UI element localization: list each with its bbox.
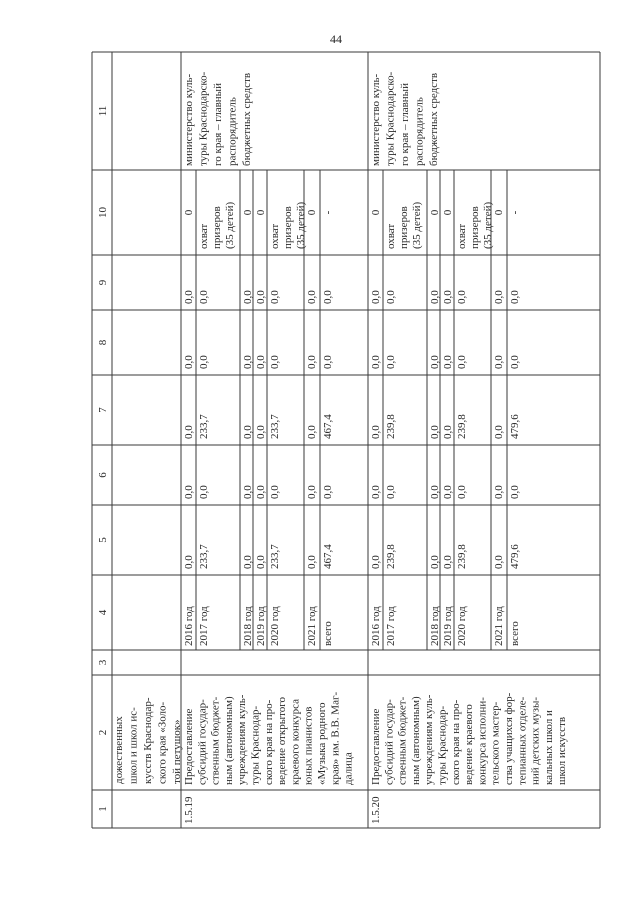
table-cells: [97, 71, 568, 824]
row-name-line: ского края на про-: [262, 699, 275, 785]
value-cell-9: 0,0: [442, 290, 454, 304]
row-executor-line: бюджетных средств: [428, 72, 440, 166]
continuation-line: ского края «Золо-: [156, 701, 169, 784]
row-name-line: ственным бюджет-: [209, 696, 222, 785]
header-cell-4: 4: [97, 609, 109, 616]
value-cell-6: 0,0: [242, 485, 254, 499]
row-name-line: ского края на про-: [449, 699, 462, 785]
value-cell-8: 0,0: [442, 355, 454, 369]
row-number: 1.5.20: [370, 796, 382, 824]
value-cell-7: 233,7: [269, 414, 281, 439]
year-cell: всего: [509, 621, 521, 646]
value-cell-7: 0,0: [306, 425, 318, 439]
year-cell: всего: [322, 621, 334, 646]
value-cell-5: 239,8: [456, 544, 468, 569]
value-cell-7: 0,0: [429, 425, 441, 439]
row-name-line: школ искусств: [556, 716, 569, 785]
result-cell: призеров: [282, 206, 294, 249]
row-name-line: Предоставление: [183, 708, 195, 785]
value-cell-6: 0,0: [183, 485, 195, 499]
year-cell: 2019 год: [442, 606, 454, 646]
value-cell-5: 479,6: [509, 544, 521, 569]
row-name-line: ным (автономным): [409, 696, 422, 785]
value-cell-9: 0,0: [269, 290, 281, 304]
value-cell-8: 0,0: [429, 355, 441, 369]
result-cell: -: [509, 210, 521, 215]
value-cell-7: 239,8: [385, 414, 397, 439]
year-cell: 2016 год: [370, 606, 382, 646]
header-cell-8: 8: [97, 339, 109, 346]
value-cell-8: 0,0: [269, 355, 281, 369]
value-cell-9: 0,0: [255, 290, 267, 304]
result-cell: призеров: [211, 206, 223, 249]
year-cell: 2017 год: [385, 606, 397, 646]
row-name-line: тепианных отделе-: [516, 696, 529, 785]
row-name-line: далица: [342, 752, 355, 785]
value-cell-9: 0,0: [509, 290, 521, 304]
row-name-line: ний детских музы-: [529, 696, 542, 785]
row-name-line: конкурса исполни-: [476, 697, 489, 785]
result-cell: (35 детей): [224, 201, 236, 249]
value-cell-7: 233,7: [198, 414, 210, 439]
value-cell-5: 233,7: [269, 544, 281, 569]
row-name-line: краевого конкурса: [289, 699, 302, 785]
value-cell-9: 0,0: [198, 290, 210, 304]
row-executor-line: бюджетных средств: [241, 72, 253, 166]
value-cell-5: 0,0: [493, 555, 505, 569]
row-name-line: туры Краснодар-: [249, 705, 262, 785]
year-cell: 2016 год: [183, 606, 195, 646]
result-cell: -: [322, 210, 334, 215]
row-number: 1.5.19: [183, 796, 195, 824]
value-cell-6: 0,0: [322, 485, 334, 499]
result-cell: 0: [493, 209, 505, 216]
result-cell: 0: [442, 209, 454, 216]
value-cell-6: 0,0: [509, 485, 521, 499]
result-cell: 0: [370, 209, 382, 216]
value-cell-6: 0,0: [442, 485, 454, 499]
row-name-line: «Музыка родного: [316, 702, 328, 785]
value-cell-5: 0,0: [429, 555, 441, 569]
value-cell-7: 479,6: [509, 414, 521, 439]
value-cell-7: 239,8: [456, 414, 468, 439]
value-cell-5: 0,0: [255, 555, 267, 569]
year-cell: 2020 год: [456, 606, 468, 646]
row-executor-line: министерство куль-: [183, 73, 195, 166]
value-cell-5: 0,0: [370, 555, 382, 569]
row-name-line: Предоставление: [370, 708, 382, 785]
value-cell-9: 0,0: [242, 290, 254, 304]
value-cell-5: 467,4: [322, 544, 334, 569]
value-cell-7: 467,4: [322, 414, 334, 439]
row-executor-line: туры Краснодарско-: [197, 71, 210, 166]
value-cell-5: 0,0: [306, 555, 318, 569]
value-cell-5: 0,0: [183, 555, 195, 569]
header-cell-9: 9: [97, 279, 109, 286]
value-cell-8: 0,0: [255, 355, 267, 369]
row-executor-line: министерство куль-: [370, 73, 382, 166]
value-cell-8: 0,0: [306, 355, 318, 369]
value-cell-8: 0,0: [242, 355, 254, 369]
header-cell-11: 11: [97, 105, 109, 117]
value-cell-7: 0,0: [370, 425, 382, 439]
result-cell: (35 детей): [411, 201, 423, 249]
row-name-line: учреждениям куль-: [423, 694, 436, 785]
row-name-line: туры Краснодар-: [436, 705, 449, 785]
row-name-line: ведение открытого: [276, 696, 289, 785]
year-cell: 2018 год: [429, 606, 441, 646]
row-executor-line: распорядитель: [413, 97, 426, 166]
continuation-line: школ и школ ис-: [127, 707, 140, 784]
value-cell-8: 0,0: [370, 355, 382, 369]
result-cell: охват: [269, 223, 281, 249]
result-cell: охват: [385, 223, 397, 249]
year-cell: 2021 год: [306, 606, 318, 646]
value-cell-9: 0,0: [183, 290, 195, 304]
value-cell-8: 0,0: [493, 355, 505, 369]
header-cell-3: 3: [97, 659, 109, 666]
row-executor-line: го края – главный: [212, 83, 224, 166]
value-cell-9: 0,0: [456, 290, 468, 304]
result-cell: 0: [306, 209, 318, 216]
page-number: 44: [330, 32, 342, 46]
value-cell-6: 0,0: [255, 485, 267, 499]
result-cell: 0: [183, 209, 195, 216]
value-cell-9: 0,0: [493, 290, 505, 304]
result-cell: 0: [255, 209, 267, 216]
year-cell: 2021 год: [493, 606, 505, 646]
value-cell-9: 0,0: [322, 290, 334, 304]
row-name-line: тельского мастер-: [489, 701, 502, 785]
continuation-line: той петушок»: [171, 719, 183, 784]
row-name-line: ным (автономным): [222, 696, 235, 785]
year-cell: 2017 год: [198, 606, 210, 646]
row-name-line: учреждениям куль-: [236, 694, 249, 785]
value-cell-8: 0,0: [509, 355, 521, 369]
result-cell: 0: [242, 209, 254, 216]
continuation-line: дожественных: [113, 716, 125, 784]
value-cell-6: 0,0: [429, 485, 441, 499]
header-cell-10: 10: [97, 207, 109, 218]
row-executor-line: распорядитель: [226, 97, 239, 166]
result-cell: охват: [456, 223, 468, 249]
value-cell-6: 0,0: [493, 485, 505, 499]
row-name-line: субсидий государ-: [196, 699, 209, 785]
value-cell-9: 0,0: [370, 290, 382, 304]
value-cell-8: 0,0: [385, 355, 397, 369]
value-cell-6: 0,0: [385, 485, 397, 499]
value-cell-5: 0,0: [242, 555, 254, 569]
year-cell: 2020 год: [269, 606, 281, 646]
header-cell-1: 1: [97, 806, 109, 812]
year-cell: 2018 год: [242, 606, 254, 646]
value-cell-8: 0,0: [456, 355, 468, 369]
value-cell-7: 0,0: [242, 425, 254, 439]
header-cell-2: 2: [97, 729, 109, 736]
value-cell-6: 0,0: [456, 485, 468, 499]
result-cell: призеров: [469, 206, 481, 249]
value-cell-9: 0,0: [429, 290, 441, 304]
header-cell-5: 5: [97, 537, 109, 543]
value-cell-5: 239,8: [385, 544, 397, 569]
header-cell-7: 7: [97, 407, 109, 413]
value-cell-7: 0,0: [255, 425, 267, 439]
year-cell: 2019 год: [255, 606, 267, 646]
row-name-line: субсидий государ-: [383, 699, 396, 785]
result-cell: (35 детей): [295, 201, 307, 249]
value-cell-6: 0,0: [198, 485, 210, 499]
value-cell-5: 0,0: [442, 555, 454, 569]
header-cell-6: 6: [97, 472, 109, 478]
value-cell-9: 0,0: [385, 290, 397, 304]
continuation-line: кусств Краснодар-: [142, 697, 154, 784]
row-name-line: края» им. В.В. Маг-: [329, 691, 342, 785]
row-executor-line: го края – главный: [399, 83, 411, 166]
row-name-line: ства учащихся фор-: [503, 692, 515, 785]
value-cell-7: 0,0: [183, 425, 195, 439]
row-name-line: ственным бюджет-: [396, 696, 409, 785]
row-name-line: ведение краевого: [463, 704, 476, 785]
value-cell-5: 233,7: [198, 544, 210, 569]
result-cell: (35 детей): [482, 201, 494, 249]
value-cell-6: 0,0: [370, 485, 382, 499]
value-cell-8: 0,0: [183, 355, 195, 369]
value-cell-6: 0,0: [306, 485, 318, 499]
value-cell-8: 0,0: [198, 355, 210, 369]
row-name-line: юных пианистов: [302, 706, 315, 785]
row-name-line: кальных школ и: [542, 710, 555, 785]
result-cell: охват: [198, 223, 210, 249]
row-executor-line: туры Краснодарско-: [384, 71, 397, 166]
result-cell: призеров: [398, 206, 410, 249]
value-cell-6: 0,0: [269, 485, 281, 499]
value-cell-9: 0,0: [306, 290, 318, 304]
result-cell: 0: [429, 209, 441, 216]
value-cell-7: 0,0: [442, 425, 454, 439]
value-cell-8: 0,0: [322, 355, 334, 369]
value-cell-7: 0,0: [493, 425, 505, 439]
